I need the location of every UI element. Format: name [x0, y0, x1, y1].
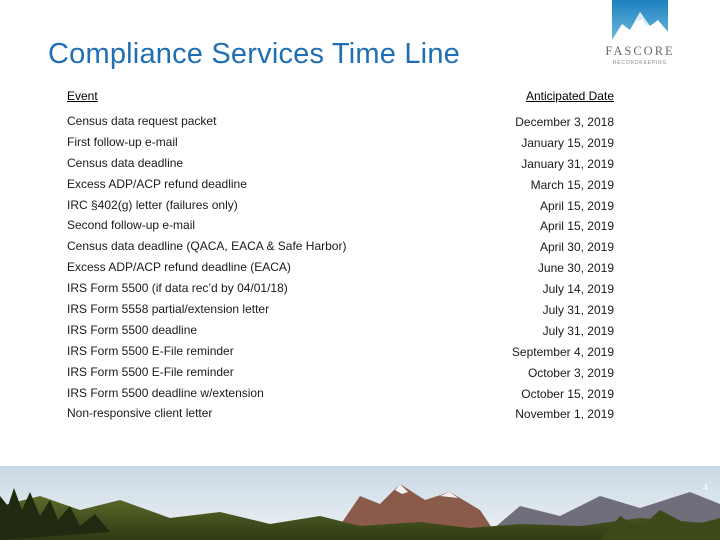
mountain-logo-icon [612, 0, 668, 40]
event-cell: Second follow-up e-mail [67, 218, 196, 233]
event-cell: Non-responsive client letter [67, 406, 213, 421]
table-row [67, 114, 614, 135]
date-cell: April 30, 2019 [539, 240, 614, 255]
date-cell: July 14, 2019 [542, 282, 614, 297]
event-cell: Excess ADP/ACP refund deadline (EACA) [67, 260, 291, 275]
date-cell: March 15, 2019 [530, 177, 614, 192]
logo-brand-text: FASCORE [605, 44, 675, 58]
table-row [67, 198, 614, 219]
event-cell: Census data deadline [67, 155, 184, 170]
event-cell: IRS Form 5500 (if data rec’d by 04/01/18) [67, 281, 288, 296]
anticipated-date-column-header: Anticipated Date [525, 89, 614, 103]
event-cell: Excess ADP/ACP refund deadline [67, 176, 247, 191]
date-cell: June 30, 2019 [537, 261, 614, 276]
date-cell: April 15, 2019 [539, 198, 614, 213]
date-cell: October 15, 2019 [521, 386, 614, 401]
event-cell: IRS Form 5500 deadline w/extension [67, 385, 264, 400]
table-row [67, 281, 614, 302]
table-row [67, 365, 614, 386]
table-row [67, 177, 614, 198]
table-row [67, 156, 614, 177]
date-cell: October 3, 2019 [527, 365, 614, 380]
event-cell: IRS Form 5500 deadline [67, 322, 198, 337]
table-row [67, 302, 614, 323]
event-cell: IRS Form 5500 E-File reminder [67, 364, 234, 379]
table-row [67, 323, 614, 344]
table-row [67, 218, 614, 239]
event-column-header: Event [67, 89, 98, 103]
landscape-image [0, 466, 720, 540]
event-cell: Census data request packet [67, 114, 217, 128]
event-cell: IRS Form 5558 partial/extension letter [67, 302, 270, 317]
date-cell: September 4, 2019 [511, 344, 614, 359]
table-row [67, 344, 614, 365]
date-cell: July 31, 2019 [542, 323, 614, 338]
slide-title: Compliance Services Time Line [48, 38, 460, 70]
logo-tagline-text: RECORDKEEPING [612, 60, 668, 66]
table-row [67, 386, 614, 407]
table-row [67, 239, 614, 260]
date-cell: January 15, 2019 [521, 135, 614, 150]
table-row [67, 406, 614, 427]
fascore-logo [598, 0, 682, 76]
table-row [67, 135, 614, 156]
table-header [67, 89, 614, 105]
timeline-table [67, 114, 614, 427]
date-cell: January 31, 2019 [521, 156, 614, 171]
event-cell: IRC §402(g) letter (failures only) [67, 197, 238, 212]
page-number: 4 [702, 482, 708, 492]
date-cell: April 15, 2019 [539, 219, 614, 234]
table-row [67, 260, 614, 281]
event-cell: IRS Form 5500 E-File reminder [67, 343, 234, 358]
event-cell: Census data deadline (QACA, EACA & Safe Harbor) [67, 239, 347, 254]
date-cell: November 1, 2019 [515, 407, 614, 422]
mountain-landscape-banner [0, 466, 720, 540]
date-cell: July 31, 2019 [542, 303, 614, 318]
event-cell: First follow-up e-mail [67, 134, 178, 149]
date-cell: December 3, 2018 [515, 115, 614, 129]
